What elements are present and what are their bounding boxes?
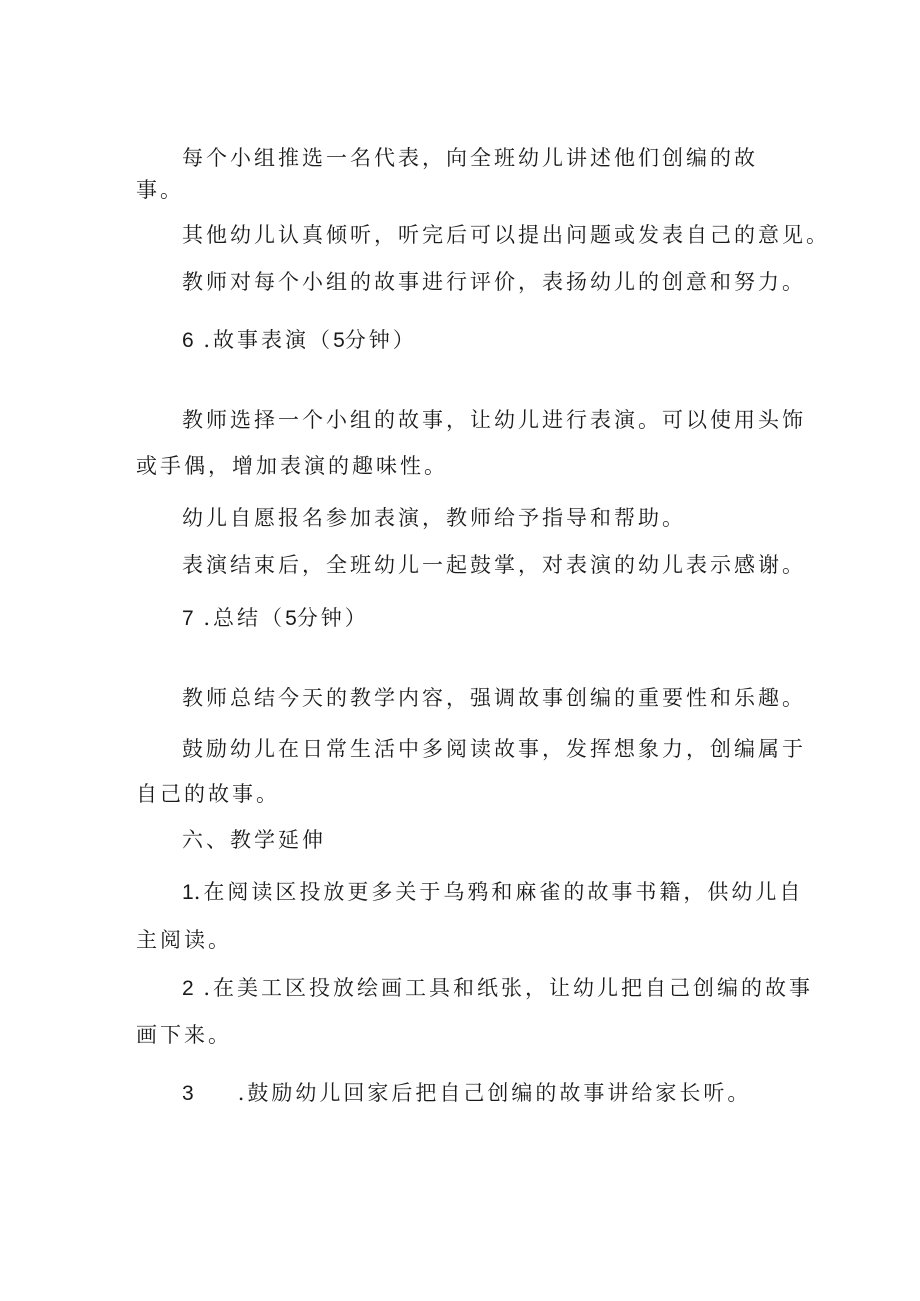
list-item-3: [182, 1079, 751, 1108]
paragraph-line: 事。: [136, 178, 184, 202]
item-text: .鼓励幼儿回家后把自己创编的故事讲给家长听。: [237, 1081, 752, 1105]
section-title: .总结（: [203, 606, 286, 630]
list-item-2-cont: 画下来。: [136, 1023, 232, 1047]
section-number: 6: [182, 329, 194, 352]
paragraph: 表演结束后，全班幼儿一起鼓掌，对表演的幼儿表示感谢。: [182, 553, 806, 577]
section-minutes: 5: [333, 329, 345, 352]
section-heading-6: [182, 326, 417, 355]
section-heading-7: [182, 604, 369, 633]
extension-heading: 六、教学延伸: [182, 828, 326, 852]
section-title: .故事表演（: [203, 328, 334, 352]
item-number: 2: [182, 977, 194, 1000]
section-title-end: 分钟）: [344, 328, 417, 352]
paragraph-line: 教师选择一个小组的故事，让幼儿进行表演。可以使用头饰: [182, 408, 806, 432]
section-title-end: 分钟）: [296, 606, 369, 630]
paragraph-line: 自己的故事。: [136, 782, 280, 806]
item-text: .在阅读区投放更多关于乌鸦和麻雀的故事书籍，供幼儿自: [193, 880, 804, 904]
list-item-2: [182, 974, 813, 1003]
item-number: 3: [182, 1082, 194, 1105]
list-item-1-cont: 主阅读。: [136, 928, 232, 952]
paragraph: 幼儿自愿报名参加表演，教师给予指导和帮助。: [182, 506, 686, 530]
list-item-1: [182, 878, 803, 907]
paragraph-line: 每个小组推选一名代表，向全班幼儿讲述他们创编的故: [182, 146, 758, 170]
item-text: .在美工区投放绘画工具和纸张，让幼儿把自己创编的故事: [203, 976, 814, 1000]
paragraph-line: 或手偶，增加表演的趣味性。: [136, 454, 448, 478]
section-minutes: 5: [285, 607, 297, 630]
paragraph: 其他幼儿认真倾听，听完后可以提出问题或发表自己的意见。: [182, 223, 830, 247]
item-number: 1: [182, 881, 194, 904]
paragraph-line: 鼓励幼儿在日常生活中多阅读故事，发挥想象力，创编属于: [182, 737, 806, 761]
section-number: 7: [182, 607, 194, 630]
paragraph: 教师总结今天的教学内容，强调故事创编的重要性和乐趣。: [182, 686, 806, 710]
paragraph: 教师对每个小组的故事进行评价，表扬幼儿的创意和努力。: [182, 270, 806, 294]
